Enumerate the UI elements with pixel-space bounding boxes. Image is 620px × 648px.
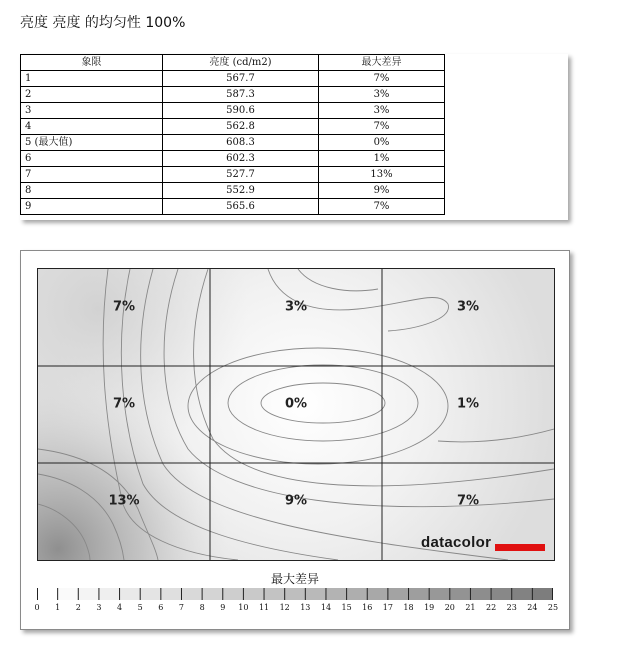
scale-tick-label: 14 [320, 603, 332, 612]
scale-tick-label: 9 [220, 603, 226, 612]
scale-tick-label: 3 [96, 603, 102, 612]
scale-tick-label: 4 [117, 603, 123, 612]
scale-swatch [120, 588, 141, 600]
color-scale-bar [37, 588, 553, 600]
scale-tick-label: 12 [279, 603, 290, 612]
cell-max-diff: 7% [319, 199, 445, 215]
quadrant-9-value: 7% [456, 493, 480, 509]
scale-swatch [367, 588, 388, 600]
scale-swatch [285, 588, 306, 600]
scale-swatch [450, 588, 471, 600]
scale-tick-label: 20 [444, 603, 455, 612]
page-title: 亮度 亮度 的均匀性 100% [20, 15, 186, 31]
scale-tick-label: 2 [75, 603, 81, 612]
scale-swatch [305, 588, 326, 600]
header-max-diff: 最大差异 [319, 55, 445, 71]
datacolor-logo-bar [495, 544, 545, 551]
quadrant-2-value: 3% [284, 299, 308, 315]
cell-max-diff: 13% [319, 167, 445, 183]
cell-quadrant: 4 [21, 119, 163, 135]
table-row [21, 167, 445, 183]
table-row [21, 103, 445, 119]
cell-max-diff: 3% [319, 103, 445, 119]
scale-swatch [429, 588, 450, 600]
scale-tick-label: 11 [258, 603, 270, 612]
scale-tick-label: 15 [341, 603, 352, 612]
cell-quadrant: 5 (最大值) [21, 135, 163, 151]
scale-tick-label: 17 [382, 603, 393, 612]
cell-quadrant: 9 [21, 199, 163, 215]
scale-swatch [326, 588, 347, 600]
cell-max-diff: 0% [319, 135, 445, 151]
scale-tick-label: 0 [34, 603, 40, 612]
scale-tick-label: 22 [485, 603, 497, 612]
table-row [21, 119, 445, 135]
scale-swatch [78, 588, 99, 600]
cell-brightness: 608.3 [163, 135, 319, 151]
cell-brightness: 552.9 [163, 183, 319, 199]
scale-tick-label: 13 [300, 603, 311, 612]
quadrant-1-value: 7% [112, 299, 136, 315]
quadrant-7-value: 13% [108, 493, 140, 509]
scale-swatch [347, 588, 368, 600]
scale-tick-label: 23 [506, 603, 517, 612]
cell-max-diff: 7% [319, 119, 445, 135]
cell-brightness: 567.7 [163, 71, 319, 87]
scale-swatch [388, 588, 409, 600]
cell-brightness: 587.3 [163, 87, 319, 103]
scale-tick-label: 5 [137, 603, 143, 612]
scale-swatch [223, 588, 244, 600]
quadrant-6-value: 1% [456, 396, 480, 412]
cell-brightness: 527.7 [163, 167, 319, 183]
cell-brightness: 565.6 [163, 199, 319, 215]
datacolor-logo: datacolor [421, 534, 492, 551]
table-header-row [21, 55, 445, 71]
scale-swatch [409, 588, 430, 600]
quadrant-3-value: 3% [456, 299, 480, 315]
color-scale-labels [34, 603, 559, 615]
cell-quadrant: 8 [21, 183, 163, 199]
scale-title: 最大差异 [270, 572, 319, 586]
scale-swatch [182, 588, 203, 600]
scale-swatch [491, 588, 512, 600]
cell-quadrant: 6 [21, 151, 163, 167]
scale-tick-label: 1 [55, 603, 61, 612]
cell-brightness: 562.8 [163, 119, 319, 135]
scale-tick-label: 18 [403, 603, 414, 612]
table-row [21, 71, 445, 87]
scale-swatch [140, 588, 161, 600]
scale-swatch [58, 588, 79, 600]
scale-swatch [37, 588, 58, 600]
scale-tick-label: 7 [178, 603, 185, 612]
cell-quadrant: 3 [21, 103, 163, 119]
table-row [21, 135, 445, 151]
scale-tick-label: 25 [547, 603, 559, 612]
uniformity-heatmap-panel [20, 250, 570, 630]
table-row [21, 151, 445, 167]
cell-max-diff: 9% [319, 183, 445, 199]
cell-brightness: 602.3 [163, 151, 319, 167]
brightness-table-panel [20, 54, 568, 220]
scale-swatch [99, 588, 120, 600]
table-row [21, 87, 445, 103]
scale-swatch [532, 588, 553, 600]
header-quadrant: 象限 [21, 55, 163, 71]
cell-quadrant: 7 [21, 167, 163, 183]
scale-tick-label: 10 [238, 603, 249, 612]
cell-max-diff: 3% [319, 87, 445, 103]
scale-swatch [202, 588, 223, 600]
scale-tick-label: 21 [465, 603, 476, 612]
uniformity-heatmap [37, 268, 555, 561]
scale-tick-label: 6 [158, 603, 164, 612]
cell-max-diff: 7% [319, 71, 445, 87]
cell-max-diff: 1% [319, 151, 445, 167]
table-row [21, 199, 445, 215]
quadrant-4-value: 7% [112, 396, 136, 412]
scale-swatch [512, 588, 533, 600]
scale-tick-label: 16 [362, 603, 373, 612]
scale-swatch [243, 588, 264, 600]
table-row [21, 183, 445, 199]
scale-tick-label: 19 [424, 603, 435, 612]
cell-quadrant: 2 [21, 87, 163, 103]
brightness-table [20, 54, 445, 215]
scale-swatch [264, 588, 285, 600]
scale-tick-label: 8 [199, 603, 205, 612]
quadrant-5-value: 0% [284, 396, 308, 412]
cell-quadrant: 1 [21, 71, 163, 87]
scale-swatch [161, 588, 182, 600]
scale-tick-label: 24 [527, 603, 538, 612]
cell-brightness: 590.6 [163, 103, 319, 119]
header-brightness: 亮度 (cd/m2) [163, 55, 319, 71]
scale-swatch [470, 588, 491, 600]
quadrant-8-value: 9% [284, 493, 308, 509]
